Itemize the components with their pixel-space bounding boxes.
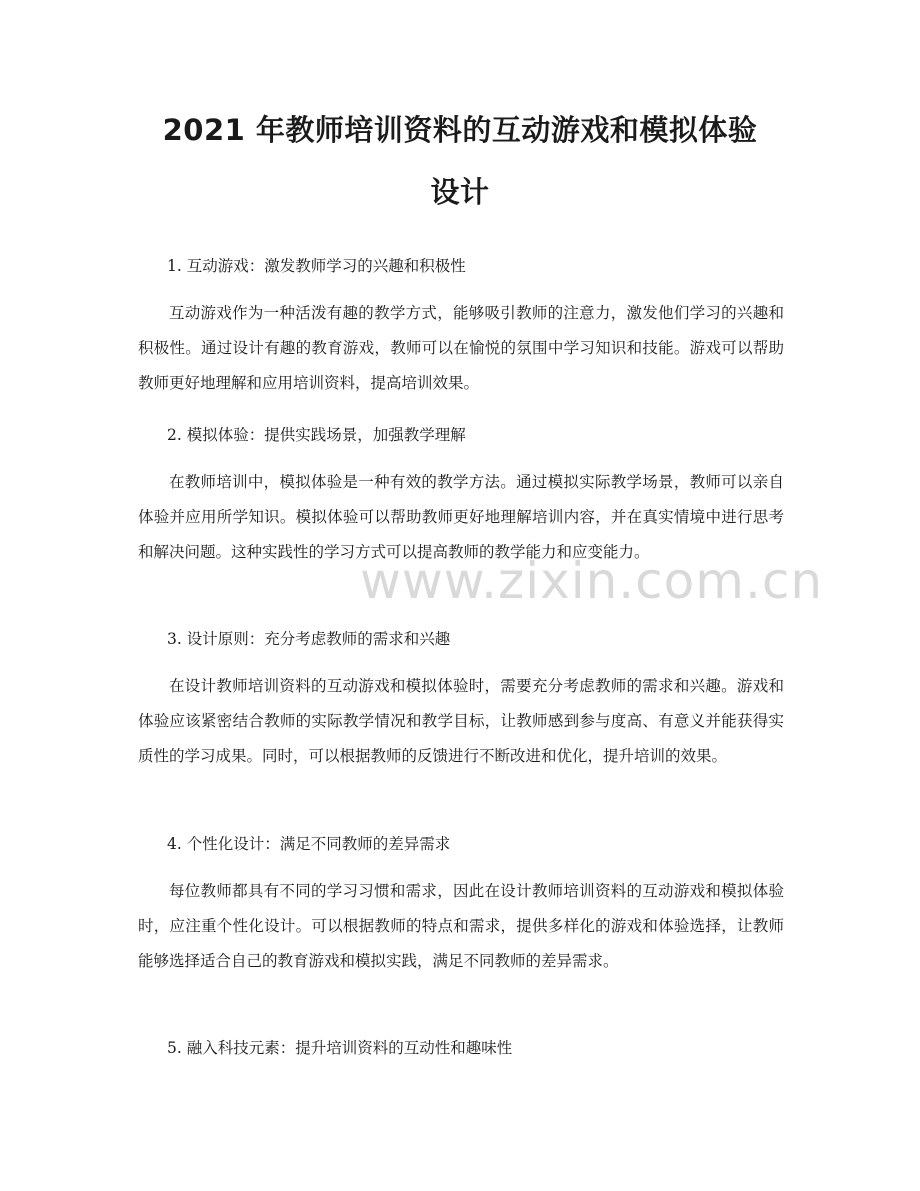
section-paragraph: 每位教师都具有不同的学习习惯和需求，因此在设计教师培训资料的互动游戏和模拟体验时，应注重个性化设计。可以根据教师的特点和需求，提供多样化的游戏和体验选择，让教师能够选择适合自己的教育游戏和模拟实践，满足不同教师的差异需求。 <box>138 882 784 970</box>
section-paragraph: 在教师培训中，模拟体验是一种有效的教学方法。通过模拟实际教学场景，教师可以亲自体验并应用所学知识。模拟体验可以帮助教师更好地理解培训内容，并在真实情境中进行思考和解决问题。这种实践性的学习方式可以提高教师的教学能力和应变能力。 <box>138 473 784 561</box>
document-title: 2021 年教师培训资料的互动游戏和模拟体验 <box>162 113 758 147</box>
section-heading: 3. 设计原则：充分考虑教师的需求和兴趣 <box>167 630 451 648</box>
section-heading: 5. 融入科技元素：提升培训资料的互动性和趣味性 <box>167 1039 513 1057</box>
section-paragraph: 互动游戏作为一种活泼有趣的教学方式，能够吸引教师的注意力，激发他们学习的兴趣和积极性。通过设计有趣的教育游戏，教师可以在愉悦的氛围中学习知识和技能。游戏可以帮助教师更好地理解和应用培训资料，提高培训效果。 <box>138 304 784 392</box>
section-heading: 1. 互动游戏：激发教师学习的兴趣和积极性 <box>167 257 466 275</box>
section-heading: 4. 个性化设计：满足不同教师的差异需求 <box>167 835 451 853</box>
section-paragraph: 在设计教师培训资料的互动游戏和模拟体验时，需要充分考虑教师的需求和兴趣。游戏和体验应该紧密结合教师的实际教学情况和教学目标，让教师感到参与度高、有意义并能获得实质性的学习成果。同时，可以根据教师的反馈进行不断改进和优化，提升培训的效果。 <box>138 677 784 765</box>
document-title-continued: 设计 <box>430 175 490 209</box>
watermark: www.zixin.com.cn <box>360 552 824 610</box>
section-heading: 2. 模拟体验：提供实践场景，加强教学理解 <box>167 426 466 444</box>
